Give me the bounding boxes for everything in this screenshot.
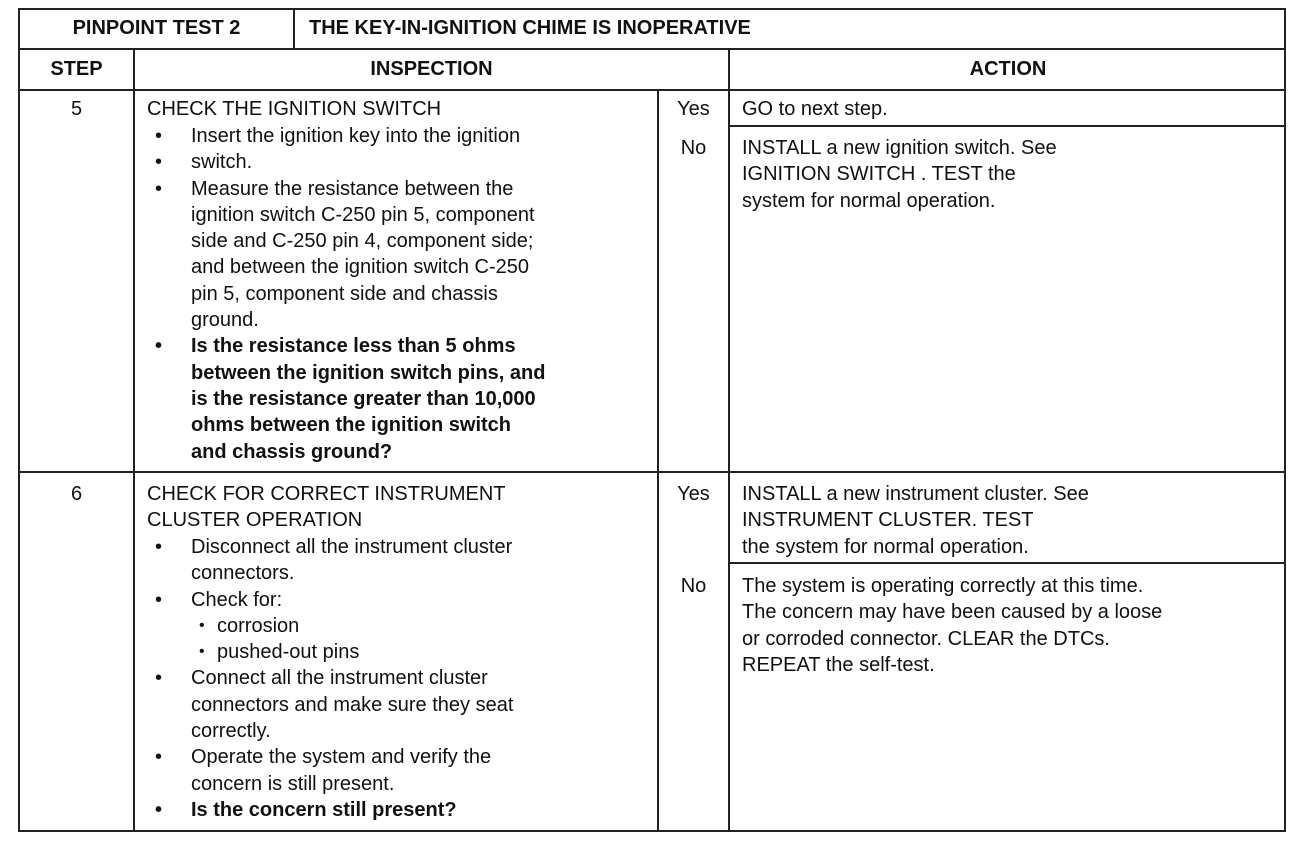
column-header-inspection: INSPECTION [370,58,493,80]
inspection-item-continued: • switch. [147,149,545,175]
inspection-subitem: • corrosion [147,613,513,639]
inspection-list [147,123,545,465]
divider [728,125,1286,127]
inspection-question-continued: and chassis ground? [191,440,393,463]
action-line: the system for normal operation. [742,535,1029,558]
inspection-item-continued: ignition switch C-250 pin 5, component [191,203,535,226]
step-title [147,96,441,122]
inspection-item: • Connect all the instrument cluster [147,665,513,691]
divider [728,562,1286,564]
no-action [742,573,1162,678]
action-line: INSTALL a new instrument cluster. See [742,483,1089,505]
no-label: No [680,575,707,597]
inspection-question: • Is the concern still present? [147,797,513,823]
divider [18,48,1286,50]
inspection-item-continued: concern is still present. [191,772,395,795]
divider [133,48,135,832]
yes-action [742,481,1089,560]
no-label: No [680,137,707,159]
action-line: GO to next step. [742,98,888,120]
yes-action [742,96,888,122]
inspection-question: • Is the resistance less than 5 ohms [147,333,545,359]
inspection-question-continued: between the ignition switch pins, and [191,361,546,384]
inspection-item: • Insert the ignition key into the ignition [147,123,545,149]
inspection-subitem: • pushed-out pins [147,639,513,665]
inspection-item: • Operate the system and verify the [147,744,513,770]
action-line: or corroded connector. CLEAR the DTCs. [742,627,1110,650]
inspection-item: • Disconnect all the instrument cluster [147,534,513,560]
divider [728,48,730,832]
inspection-item-continued: and between the ignition switch C-250 [191,256,529,279]
divider [657,89,659,832]
test-title: THE KEY-IN-IGNITION CHIME IS INOPERATIVE [309,17,751,39]
step-title-line: CHECK FOR CORRECT INSTRUMENT [147,483,506,505]
yes-label: Yes [677,483,710,505]
divider [18,471,1286,473]
column-header-step: STEP [50,58,103,80]
action-line: INSTRUMENT CLUSTER. TEST [742,509,1034,532]
inspection-item: • Measure the resistance between the [147,176,545,202]
action-line: REPEAT the self-test. [742,653,935,676]
inspection-question-continued: ohms between the ignition switch [191,414,512,437]
action-line: The concern may have been caused by a loose [742,601,1163,624]
step-title-line: CHECK THE IGNITION SWITCH [147,98,442,120]
step-title [147,481,506,534]
step-number: 6 [70,483,83,505]
inspection-item-continued: connectors. [191,562,295,585]
action-line: INSTALL a new ignition switch. See [742,137,1057,159]
no-action [742,135,1057,214]
inspection-item-continued: correctly. [191,720,271,743]
action-line: system for normal operation. [742,189,996,212]
test-id: PINPOINT TEST 2 [72,17,241,39]
inspection-item-continued: side and C-250 pin 4, component side; [191,230,534,253]
yes-label: Yes [677,98,710,120]
action-line: The system is operating correctly at this time. [742,575,1144,597]
step-title-line: CLUSTER OPERATION [147,509,363,532]
step-number: 5 [70,98,83,120]
inspection-item-continued: connectors and make sure they seat [191,693,514,716]
divider [293,8,295,49]
divider [18,89,1286,91]
inspection-question-continued: is the resistance greater than 10,000 [191,387,536,410]
action-line: IGNITION SWITCH . TEST the [742,163,1016,186]
column-header-action: ACTION [969,58,1047,80]
inspection-item-continued: pin 5, component side and chassis [191,282,498,305]
inspection-list [147,534,513,823]
inspection-item: • Check for: [147,587,513,613]
inspection-item-continued: ground. [191,309,259,332]
